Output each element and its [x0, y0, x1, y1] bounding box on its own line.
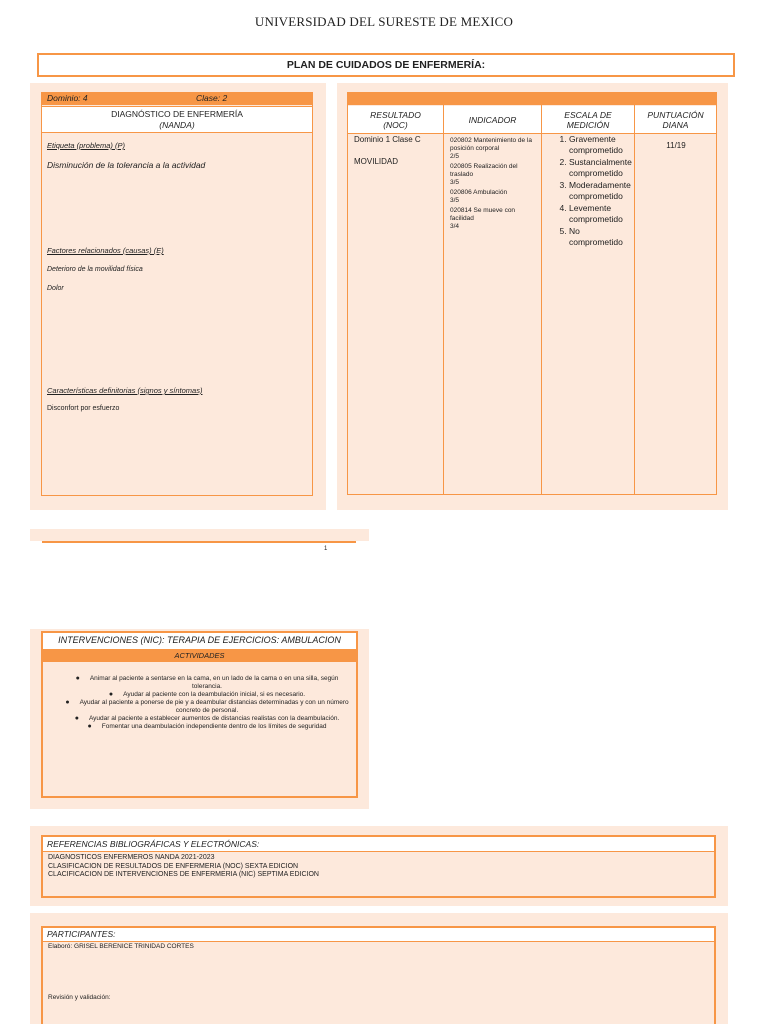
diagnosis-title-line2: (NANDA) — [159, 120, 195, 130]
references-list — [48, 854, 319, 880]
signs-label: Características definitorias (signos y síntomas) — [47, 386, 203, 395]
activities-header: ACTIVIDADES — [43, 649, 356, 662]
indicator-text: 020802 Mantenimiento de la posición corporal — [450, 137, 533, 152]
activity-text: Animar al paciente a sentarse en la cama, en un lado de la cama o en una silla, según tolerancia. — [89, 675, 339, 690]
target-score: 11/19 — [666, 141, 686, 150]
header-row-divider — [347, 133, 717, 134]
footer-rule — [42, 541, 356, 543]
scale-item: 4. Levemente comprometido — [569, 203, 634, 225]
puntuacion-header — [635, 106, 716, 133]
footer-band — [30, 529, 369, 541]
puntuacion-header-line2: DIANA — [662, 119, 689, 130]
scale-item: 2. Sustancialmente comprometido — [569, 157, 634, 179]
activity-item — [60, 723, 354, 731]
indicator-text: 020805 Realización del traslado — [450, 163, 518, 178]
indicator-score: 2/5 — [450, 153, 460, 160]
diagnosis-box — [41, 92, 313, 496]
indicator-item — [450, 163, 538, 187]
factor-item: Dolor — [47, 285, 64, 292]
reviewed-by: Revisión y validación: — [48, 994, 111, 1001]
indicator-score: 3/4 — [450, 223, 460, 230]
problem-text: Disminución de la tolerancia a la actividad — [47, 160, 206, 170]
factors-label: Factores relacionados (causas) (E) — [47, 246, 164, 255]
bullet-icon: ● — [87, 723, 92, 730]
noc-header-bar — [347, 92, 717, 105]
activity-item — [60, 699, 354, 715]
indicator-item — [450, 137, 538, 161]
bullet-icon: ● — [108, 691, 114, 698]
signs-text: Disconfort por esfuerzo — [47, 405, 120, 412]
bullet-icon: ● — [74, 715, 79, 722]
diagnosis-title-line1: DIAGNÓSTICO DE ENFERMERÍA — [111, 109, 243, 119]
diagnosis-header-bar — [41, 92, 313, 105]
activity-text: Ayudar al paciente a ponerse de pie y a deambular distancias determinadas y con un número concreto de personal. — [79, 699, 349, 714]
scale-item: 5. No comprometido — [569, 226, 634, 248]
resultado-header-line2: (NOC) — [383, 119, 408, 130]
university-title: UNIVERSIDAD DEL SURESTE DE MEXICO — [254, 14, 514, 29]
resultado-header — [348, 106, 443, 133]
activity-item — [60, 715, 354, 723]
resultado-header-line1: RESULTADO — [370, 109, 421, 120]
problem-label: Etiqueta (problema) (P) — [47, 141, 125, 150]
column-divider — [634, 92, 635, 495]
indicator-text: 020814 Se mueve con facilidad — [450, 207, 516, 222]
factor-item: Deterioro de la movilidad física — [47, 266, 143, 273]
reference-item: DIAGNOSTICOS ENFERMEROS NANDA 2021-2023 — [48, 854, 215, 861]
measurement-scale — [550, 134, 634, 249]
participants-title: PARTICIPANTES: — [43, 928, 714, 942]
activity-text: Ayudar al paciente con la deambulación inicial, si es necesario. — [123, 691, 306, 698]
noc-result: MOVILIDAD — [354, 157, 399, 166]
escala-header-line2: MEDICIÓN — [566, 119, 610, 130]
bullet-icon: ● — [65, 699, 70, 706]
diagnosis-domain: Dominio: 4 — [47, 93, 88, 103]
escala-header — [542, 106, 634, 133]
indicator-item — [450, 207, 538, 231]
activity-item — [60, 691, 354, 699]
scale-item: 3. Moderadamente comprometido — [569, 180, 634, 202]
puntuacion-header-line1: PUNTUACIÓN — [647, 109, 704, 120]
interventions-title: INTERVENCIONES (NIC): TERAPIA DE EJERCICIOS: AMBULACION — [43, 633, 356, 649]
column-divider — [541, 92, 542, 495]
plan-title: PLAN DE CUIDADOS DE ENFERMERÍA: — [37, 53, 735, 77]
bullet-icon: ● — [75, 675, 80, 682]
diagnosis-title — [41, 106, 313, 133]
activity-text: Ayudar al paciente a establecer aumentos de distancias realistas con la deambulación. — [88, 715, 340, 722]
indicator-item — [450, 189, 538, 205]
page-number: 1 — [324, 546, 328, 552]
column-divider — [443, 92, 444, 495]
prepared-by: Elaboró: GRISEL BERENICE TRINIDAD CORTES — [48, 943, 194, 950]
indicator-text: 020806 Ambulación — [450, 189, 508, 196]
activity-text: Fomentar una deambulación independiente dentro de los límites de seguridad — [101, 723, 327, 730]
indicator-score: 3/5 — [450, 197, 460, 204]
indicador-header: INDICADOR — [444, 106, 541, 133]
diagnosis-class: Clase: 2 — [196, 93, 228, 103]
indicator-score: 3/5 — [450, 179, 460, 186]
indicator-list — [450, 137, 538, 233]
activities-list — [60, 675, 354, 731]
reference-item: CLASIFICACION DE RESULTADOS DE ENFERMERIA (NOC) SEXTA EDICION — [48, 862, 299, 870]
noc-domain-class: Dominio 1 Clase C — [354, 135, 421, 144]
scale-item: 1. Gravemente comprometido — [569, 134, 634, 156]
activity-item — [60, 675, 354, 691]
escala-header-line1: ESCALA DE — [564, 109, 612, 120]
references-title: REFERENCIAS BIBLIOGRÁFICAS Y ELECTRÓNICAS: — [43, 837, 714, 852]
reference-item: CLACIFICACION DE INTERVENCIONES DE ENFERMERIA (NIC) SEPTIMA EDICION — [48, 871, 319, 878]
